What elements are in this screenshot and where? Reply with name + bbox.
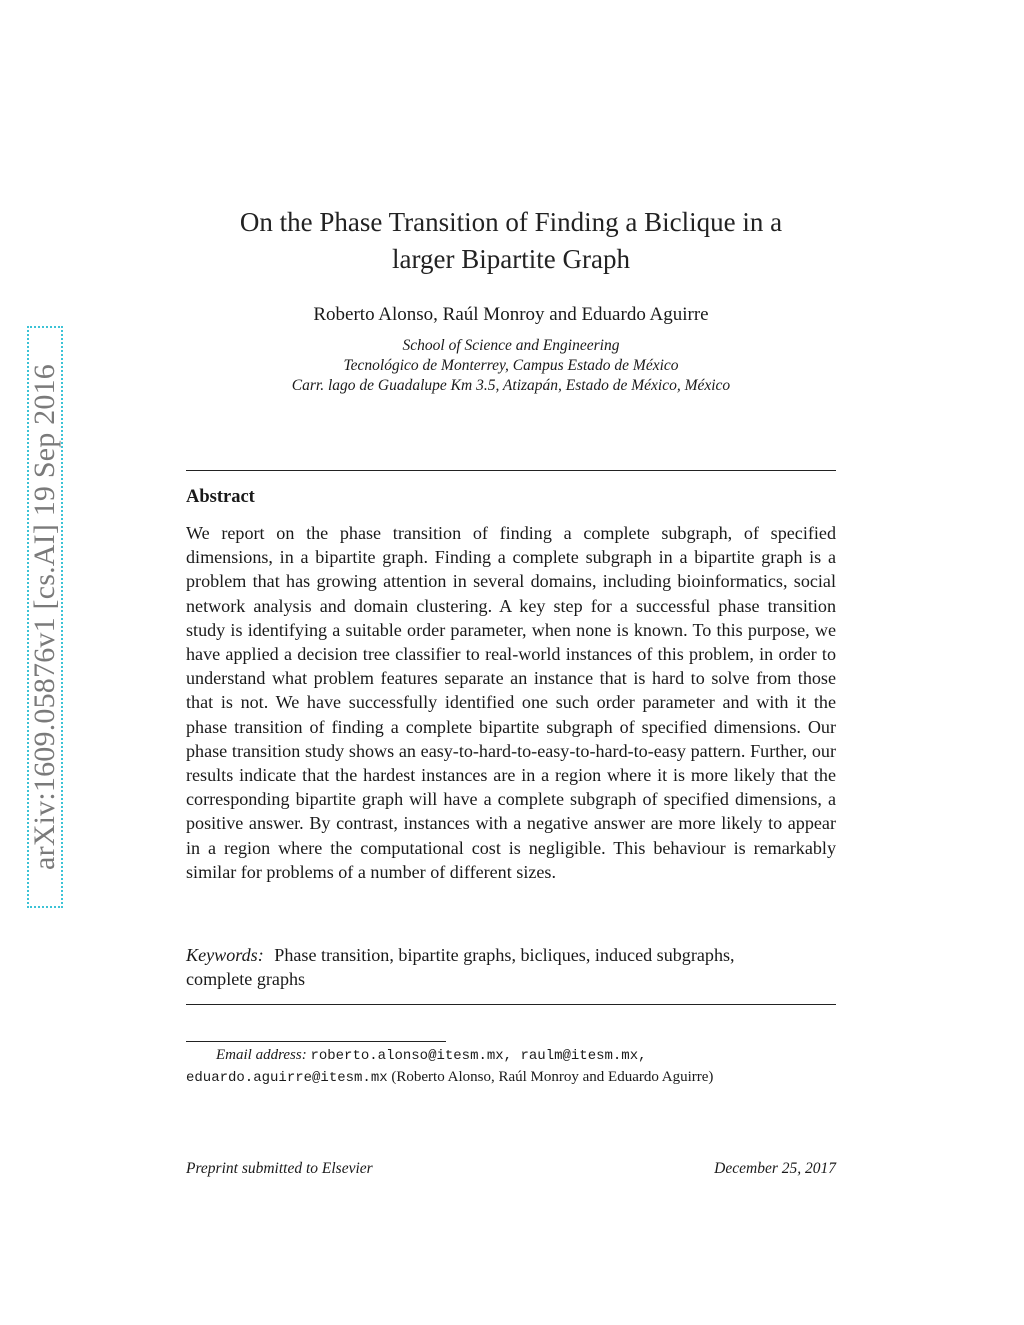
keywords-text: Phase transition, bipartite graphs, bicliques, induced subgraphs, complete graphs: [186, 945, 735, 989]
affiliation: [186, 336, 836, 396]
arxiv-id: arXiv:1609.05876v1 [cs.AI] 19 Sep 2016: [28, 364, 61, 870]
abstract-bottom-rule: [186, 1004, 836, 1005]
preprint-date: December 25, 2017: [714, 1160, 836, 1177]
keywords-label: Keywords:: [186, 945, 264, 965]
affiliation-line-3: Carr. lago de Guadalupe Km 3.5, Atizapán, Estado de México, México: [291, 377, 731, 394]
footnote-rule: [186, 1041, 446, 1042]
email-addresses-1: roberto.alonso@itesm.mx, raulm@itesm.mx,: [310, 1048, 647, 1064]
email-addresses-2: eduardo.aguirre@itesm.mx: [186, 1070, 388, 1086]
title-line-1: On the Phase Transition of Finding a Biclique in a: [239, 207, 783, 237]
keywords: [186, 943, 766, 991]
paper-title: [186, 204, 836, 278]
email-footnote: [186, 1045, 836, 1089]
email-label: Email address:: [216, 1047, 307, 1063]
authors: Roberto Alonso, Raúl Monroy and Eduardo Aguirre: [313, 304, 709, 325]
abstract-top-rule: [186, 470, 836, 471]
title-line-2: larger Bipartite Graph: [392, 244, 630, 274]
affiliation-line-1: School of Science and Engineering: [402, 337, 620, 354]
preprint-note: Preprint submitted to Elsevier: [186, 1160, 373, 1177]
affiliation-line-2: Tecnológico de Monterrey, Campus Estado de México: [343, 357, 679, 374]
arxiv-stamp: [27, 326, 63, 908]
abstract-body: We report on the phase transition of finding a complete subgraph, of specified dimensions, in a bipartite graph. Finding a complete subgraph in a bipartite graph is a problem that has growing attention in several domains, including bioinformatics, social network analysis and domain clustering. A key step for a successful phase transition study is identifying a suitable order parameter, when none is known. To this purpose, we have applied a decision tree classifier to real-world instances of this problem, in order to understand what problem features separate an instance that is hard to solve from those that is not. We have successfully identified one such order parameter and with it the phase transition of finding a complete bipartite subgraph of specified dimensions. Our phase transition study shows an easy-to-hard-to-easy-to-hard-to-easy pattern. Further, our results indicate that the hardest instances are in a region where it is more likely that the corresponding bipartite graph will have a complete subgraph of specified dimensions, a positive answer. By contrast, instances with a negative answer are more likely to appear in a region where the computational cost is negligible. This behaviour is remarkably similar for problems of a number of different sizes.: [186, 523, 836, 882]
email-owner-names: (Roberto Alonso, Raúl Monroy and Eduardo Aguirre): [391, 1069, 714, 1085]
abstract-heading: Abstract: [186, 487, 255, 507]
